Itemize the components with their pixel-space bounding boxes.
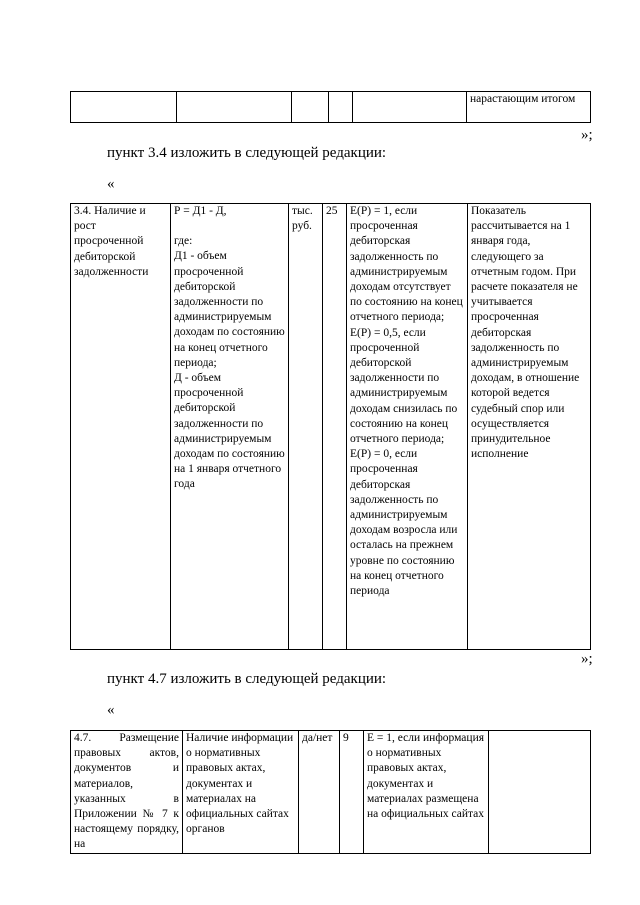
indicator-evaluation: Е = 1, если информация о нормативных правовых актах, документах и материалах размещена на официальных сайтах <box>364 731 489 854</box>
indicator-weight: 25 <box>323 204 347 650</box>
table-top-cell <box>329 92 353 123</box>
paragraph: пункт 3.4 изложить в следующей редакции: <box>107 145 387 161</box>
indicator-name: 3.4. Наличие и рост просроченной дебиторской задолженности <box>71 204 171 650</box>
evaluation-1: Е(Р) = 1, если просроченная дебиторская задолженность по администрируемым доходам отсутствует по состоянию на конец отчетного периода; <box>350 205 463 324</box>
indicator-note: Показатель рассчитывается на 1 января года, следующего за отчетным годом. При расчете показателя не учитывается просроченная дебиторская задолженность по администрируемым доходам, в отношение которой ведется судебный спор или осуществляется принудительное исполнение <box>468 204 591 650</box>
indicator-weight: 9 <box>340 731 364 854</box>
indicator-unit: да/нет <box>299 731 340 854</box>
evaluation-2: Е(Р) = 0,5, если просроченной дебиторской задолженности по администрируемым доходам снизилась по состоянию на конец отчетного периода; <box>350 326 458 446</box>
close-quote: »; <box>581 127 593 143</box>
table-top-cell <box>177 92 292 123</box>
formula-d1: Д1 - объем просроченной дебиторской задолженности по администрируемым доходам по состоянию на конец отчетного периода; <box>174 250 285 369</box>
indicator-formula <box>171 204 289 650</box>
indicator-evaluation <box>347 204 468 650</box>
open-quote: « <box>107 702 115 718</box>
table-3-4 <box>70 203 591 650</box>
close-quote: »; <box>581 651 593 667</box>
table-top-cell <box>71 92 177 123</box>
indicator-unit: тыс. руб. <box>289 204 323 650</box>
table-top-cell <box>292 92 329 123</box>
formula-where: где: <box>174 235 193 248</box>
indicator-note <box>489 731 591 854</box>
open-quote: « <box>107 176 115 192</box>
formula-d: Д - объем просроченной дебиторской задолженности по администрируемым доходам по состоянию на 1 января отчетного года <box>174 372 285 491</box>
indicator-name: 4.7. Размещение правовых актов, документов и материалов, указанных в Приложении № 7 к настоящему порядку, на <box>71 731 183 854</box>
formula-line: Р = Д1 - Д, <box>174 205 227 217</box>
table-top-cell <box>353 92 467 123</box>
table-top <box>70 91 591 123</box>
table-4-7 <box>70 730 591 854</box>
evaluation-3: Е(Р) = 0, если просроченная дебиторская задолженность по администрируемым доходам возросла или осталась на прежнем уровне по состоянию на конец отчетного периода <box>350 448 458 598</box>
indicator-formula: Наличие информации о нормативных правовых актах, документах и материалах на официальных сайтах органов <box>183 731 299 854</box>
table-top-cell: нарастающим итогом <box>467 92 591 123</box>
paragraph: пункт 4.7 изложить в следующей редакции: <box>107 671 387 687</box>
